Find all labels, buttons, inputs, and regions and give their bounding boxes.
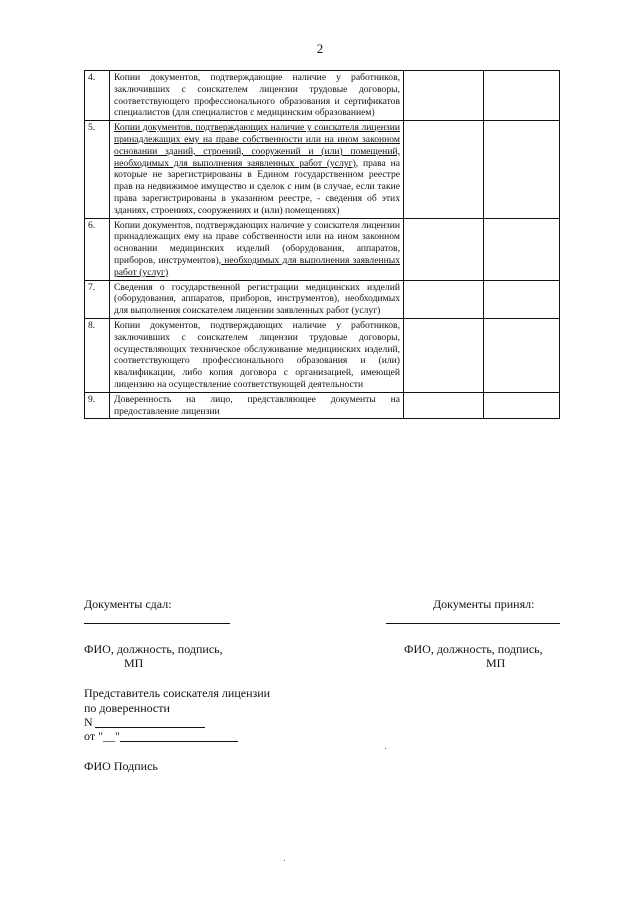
document-description — [110, 218, 404, 280]
empty-cell — [404, 318, 484, 392]
row-number: 5. — [85, 121, 110, 218]
documents-table — [84, 70, 560, 419]
row-number: 7. — [85, 280, 110, 318]
right-mp-label: МП — [486, 656, 506, 670]
submitted-signature-line — [84, 623, 230, 624]
document-description — [110, 280, 404, 318]
description-text: Копии документов, подтверждающих наличие у соискателя лицензии принадлежащих ему на праве собственности или на ином законном основании медицинских изделий (оборудования, аппаратов, приборов, инструментов), — [114, 219, 400, 266]
submitted-label: Документы сдал: — [84, 597, 172, 611]
empty-cell — [484, 392, 560, 419]
empty-cell — [404, 280, 484, 318]
row-number: 9. — [85, 392, 110, 419]
empty-cell — [404, 218, 484, 280]
row-number: 6. — [85, 218, 110, 280]
table-row — [85, 121, 560, 218]
description-text: Копии документов, подтверждающие наличие у работников, заключивших с соискателем лицензии трудовые договоры, соответствующего профессионального образования и сертификатов специалистов (для специалистов с медицинским образованием) — [114, 72, 400, 119]
row-number: 8. — [85, 318, 110, 392]
document-description — [110, 121, 404, 218]
scan-speck — [284, 860, 285, 861]
table-row — [85, 318, 560, 392]
empty-cell — [484, 218, 560, 280]
table-row — [85, 71, 560, 121]
page-number: 2 — [316, 41, 324, 56]
document-description — [110, 71, 404, 121]
table-row — [85, 392, 560, 419]
date-line — [120, 741, 238, 742]
table-row — [85, 280, 560, 318]
by-proxy-label: по доверенности — [84, 701, 170, 715]
document-description — [110, 318, 404, 392]
right-fio-label: ФИО, должность, подпись, — [404, 642, 543, 656]
empty-cell — [484, 121, 560, 218]
left-mp-label: МП — [124, 656, 144, 670]
received-signature-line — [386, 623, 560, 624]
number-label: N — [84, 715, 93, 729]
empty-cell — [404, 121, 484, 218]
row-number: 4. — [85, 71, 110, 121]
table-row — [85, 218, 560, 280]
description-text: Сведения о государственной регистрации медицинских изделий (оборудования, аппаратов, приборов, инструментов), необходимых для выполнения соискателем лицензии заявленных работ (услуг) — [114, 281, 400, 317]
empty-cell — [484, 71, 560, 121]
empty-cell — [484, 318, 560, 392]
empty-cell — [404, 71, 484, 121]
description-text: Копии документов, подтверждающих наличие у соискателя лицензии принадлежащих ему на праве собственности или на ином законном основании зданий, строений, сооружений и (или) помещений, необходимых для выполнения заявленных работ (услуг), — [114, 122, 400, 169]
document-description — [110, 392, 404, 419]
fio-signature-label: ФИО Подпись — [84, 759, 158, 773]
description-text: права на которые не зарегистрированы в Едином государственном реестре прав на недвижимое имущество и сделок с ним (в случае, если такие права зарегистрированы в указанном реестре, - сведения об этих зданиях, строениях, сооружениях и (или) помещениях) — [114, 157, 400, 216]
description-text: Копии документов, подтверждающих наличие у работников, заключивших с соискателем лицензии трудовые договоры, осуществляющих техническое обслуживание медицинских изделий, соответствующего профессионального образования и (или) квалификации, либо копия договора с организацией, имеющей лицензию на осуществление соответствующей деятельности — [114, 319, 400, 390]
empty-cell — [484, 280, 560, 318]
number-line — [95, 727, 205, 728]
description-text: Доверенность на лицо, представляющее документы на предоставление лицензии — [114, 393, 400, 417]
empty-cell — [404, 392, 484, 419]
description-text: необходимых для выполнения заявленных работ (услуг) — [114, 254, 400, 278]
left-fio-label: ФИО, должность, подпись, — [84, 642, 223, 656]
scan-speck — [385, 748, 386, 749]
representative-label: Представитель соискателя лицензии — [84, 686, 271, 700]
received-label: Документы принял: — [433, 597, 535, 611]
date-label: от "__" — [84, 729, 120, 743]
